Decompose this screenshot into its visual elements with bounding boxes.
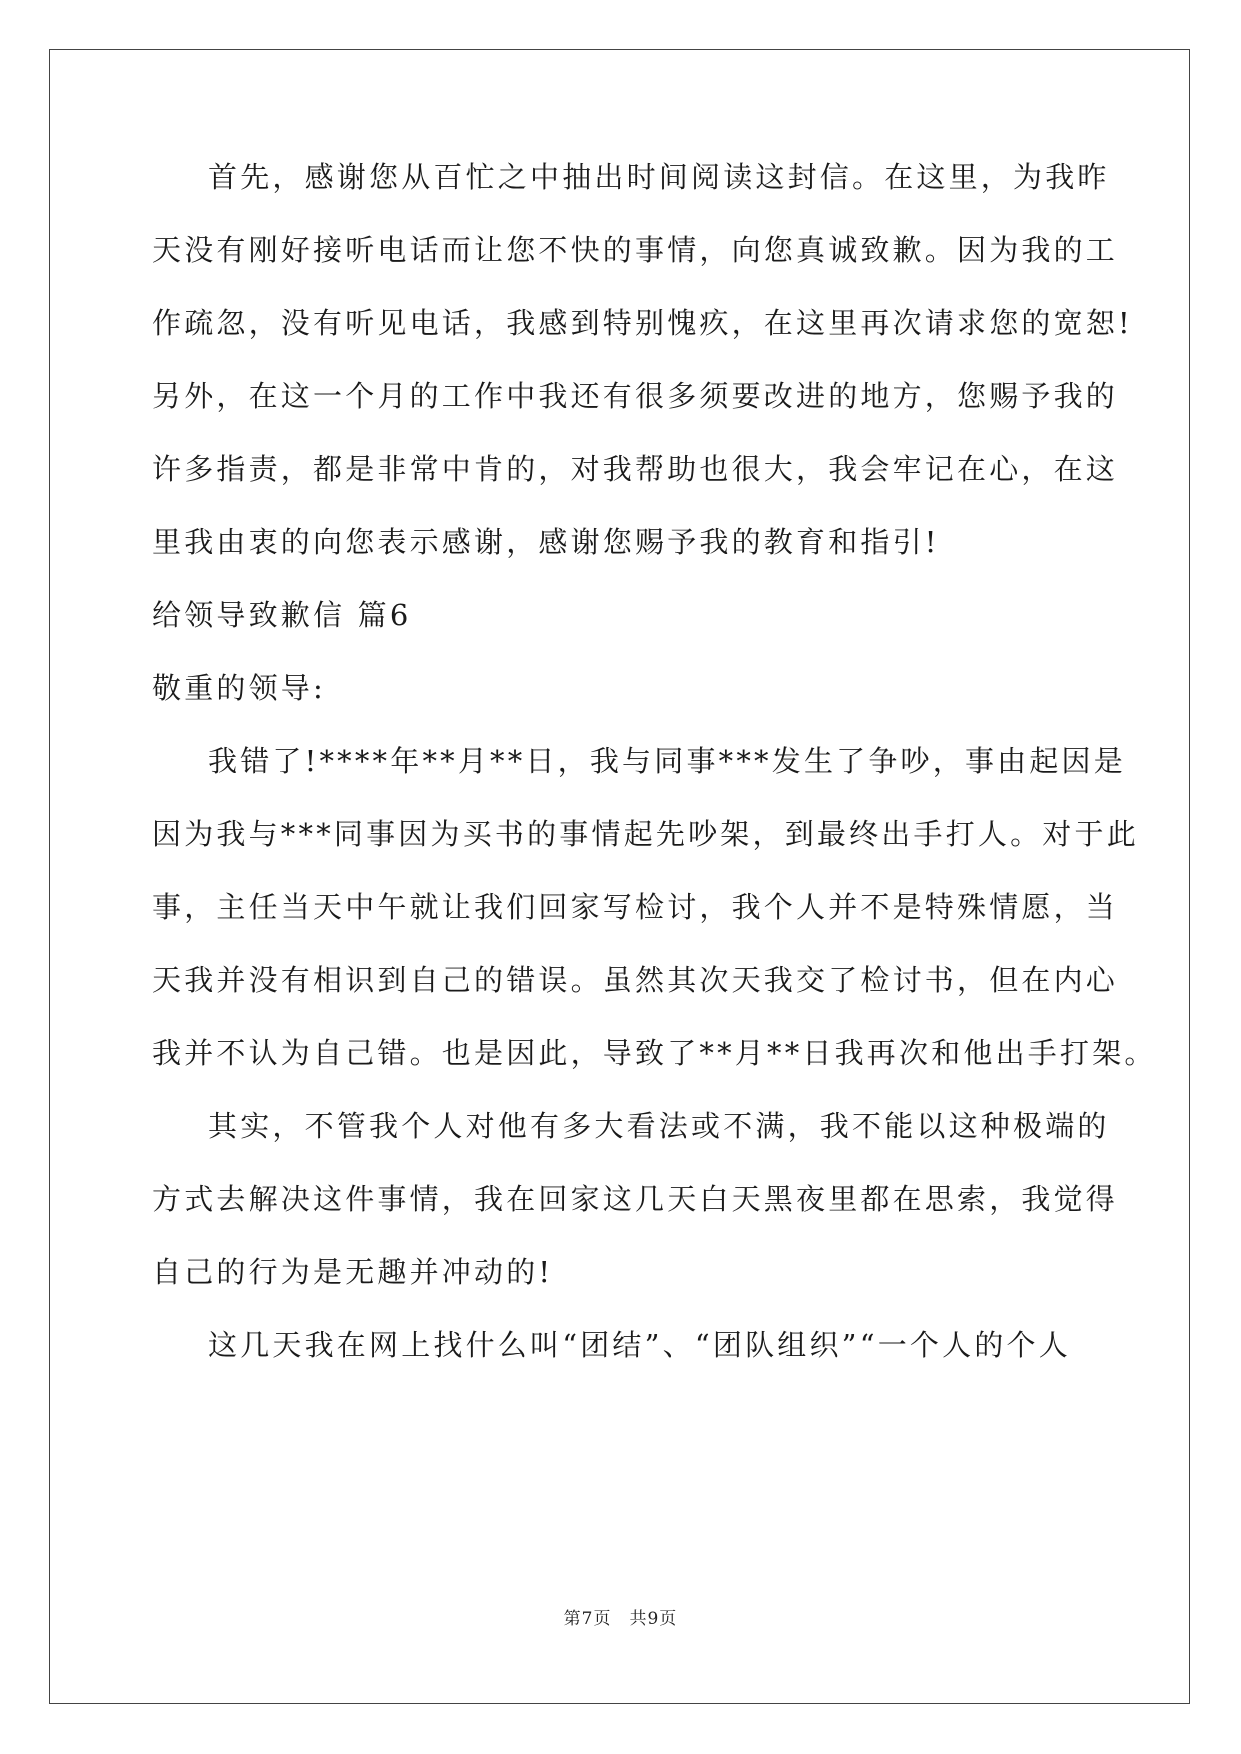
paragraph-line: 另外，在这一个月的工作中我还有很多须要改进的地方，您赐予我的	[152, 379, 1119, 413]
paragraph-line: 这几天我在网上找什么叫“团结”、“团队组织”“一个人的个人	[208, 1328, 1071, 1362]
paragraph-line: 我错了!****年**月**日，我与同事***发生了争吵，事由起因是	[208, 744, 1126, 778]
paragraph-line: 事，主任当天中午就让我们回家写检讨，我个人并不是特殊情愿，当	[152, 890, 1119, 924]
page-number-footer: 第7页 共9页	[563, 1609, 678, 1629]
paragraph-line: 其实，不管我个人对他有多大看法或不满，我不能以这种极端的	[208, 1109, 1110, 1143]
paragraph-line: 里我由衷的向您表示感谢，感谢您赐予我的教育和指引!	[152, 525, 940, 559]
paragraph-line: 许多指责，都是非常中肯的，对我帮助也很大，我会牢记在心，在这	[152, 452, 1119, 486]
page-border	[49, 49, 1190, 1704]
paragraph-line: 因为我与***同事因为买书的事情起先吵架，到最终出手打人。对于此	[152, 817, 1139, 851]
paragraph-line: 自己的行为是无趣并冲动的!	[152, 1255, 554, 1289]
paragraph-line: 天没有刚好接听电话而让您不快的事情，向您真诚致歉。因为我的工	[152, 233, 1119, 267]
salutation: 敬重的领导:	[152, 671, 326, 705]
paragraph-line: 方式去解决这件事情，我在回家这几天白天黑夜里都在思索，我觉得	[152, 1182, 1119, 1216]
paragraph-line: 首先，感谢您从百忙之中抽出时间阅读这封信。在这里，为我昨	[208, 160, 1110, 194]
section-heading: 给领导致歉信 篇6	[152, 598, 412, 632]
paragraph-line: 天我并没有相识到自己的错误。虽然其次天我交了检讨书，但在内心	[152, 963, 1119, 997]
paragraph-line: 我并不认为自己错。也是因此，导致了**月**日我再次和他出手打架。	[152, 1036, 1157, 1070]
paragraph-line: 作疏忽，没有听见电话，我感到特别愧疚，在这里再次请求您的宽恕!	[152, 306, 1133, 340]
